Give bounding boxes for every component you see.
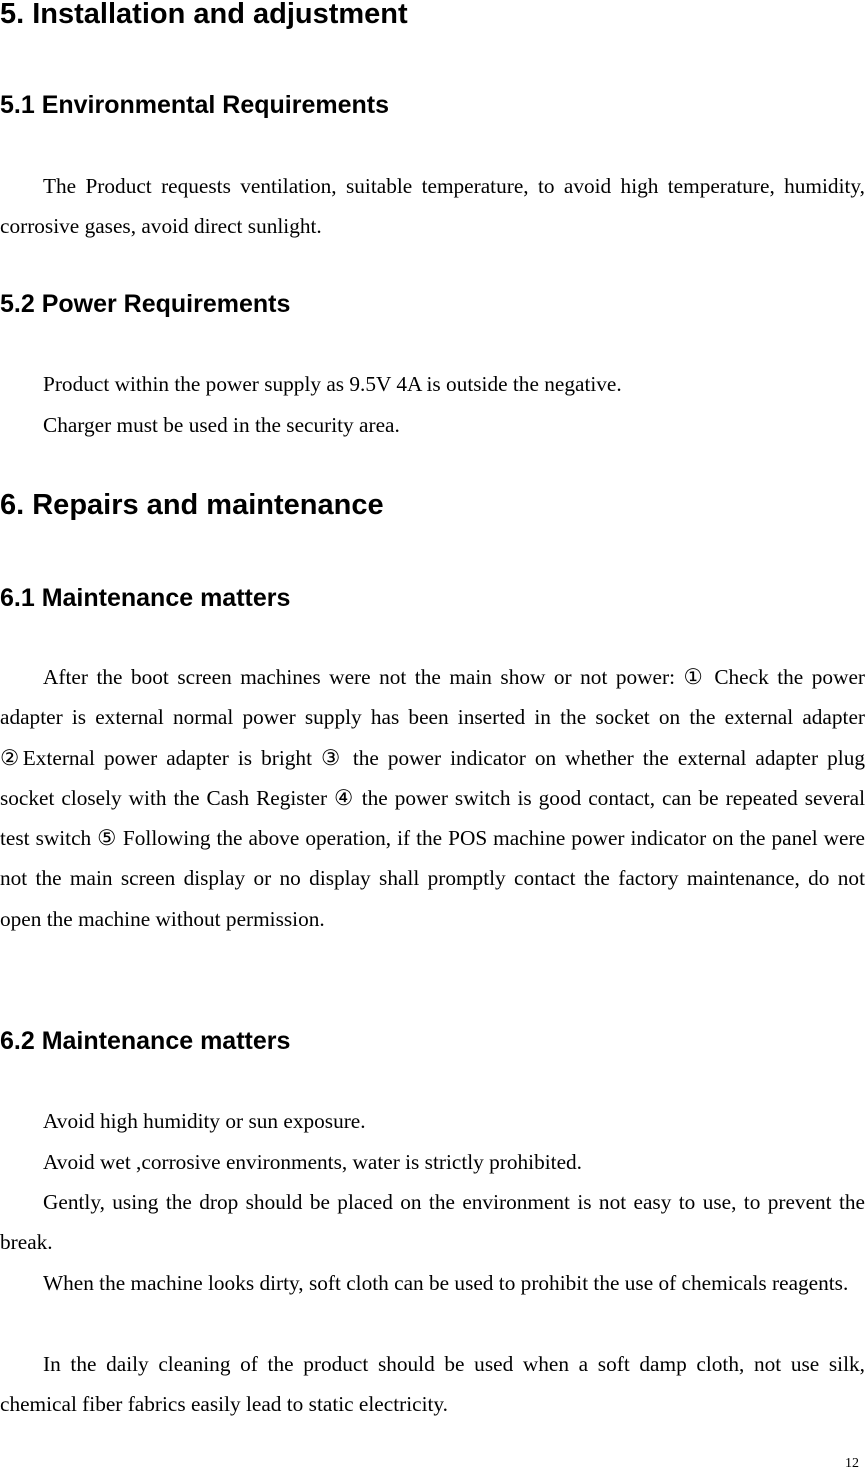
section-5-2-line-1: Product within the power supply as 9.5V 4A is outside the negative. (43, 372, 622, 396)
section-5-heading: 5. Installation and adjustment (0, 0, 408, 30)
section-6-1-paragraph: After the boot screen machines were not the main show or not power: ① Check the power adapter is external normal power supply has been inserted in the socket on the external adapter ②External power adapter is bright ③ the power indicator on whether the external adapter plug socket closely with the Cash Register ④ the power switch is good contact, can be repeated several test switch ⑤ Following the above operation, if the POS machine power indicator on the panel were not the main screen display or no display shall promptly contact the factory maintenance, do not open the machine without permission. (0, 665, 865, 931)
section-6-heading: 6. Repairs and maintenance (0, 489, 384, 521)
section-6-2-paragraph-1: Gently, using the drop should be placed on the environment is not easy to use, to prevent the break. (0, 1190, 865, 1255)
section-5-2-heading: 5.2 Power Requirements (0, 290, 291, 318)
section-6-1-heading: 6.1 Maintenance matters (0, 584, 291, 612)
section-6-2-line-2: Avoid wet ,corrosive environments, water is strictly prohibited. (43, 1150, 583, 1174)
section-6-2-paragraph-2: When the machine looks dirty, soft cloth can be used to prohibit the use of chemicals reagents. (43, 1271, 849, 1295)
section-5-1-heading: 5.1 Environmental Requirements (0, 91, 390, 119)
section-6-2-paragraph-3: In the daily cleaning of the product should be used when a soft damp cloth, not use silk, chemical fiber fabrics easily lead to static electricity. (0, 1352, 865, 1417)
section-5-2-line-2: Charger must be used in the security area. (43, 413, 400, 437)
section-6-2-heading: 6.2 Maintenance matters (0, 1027, 291, 1055)
section-5-1-paragraph: The Product requests ventilation, suitable temperature, to avoid high temperature, humidity, corrosive gases, avoid direct sunlight. (0, 174, 865, 239)
section-6-2-line-1: Avoid high humidity or sun exposure. (43, 1109, 366, 1133)
page-number: 12 (845, 1456, 859, 1471)
